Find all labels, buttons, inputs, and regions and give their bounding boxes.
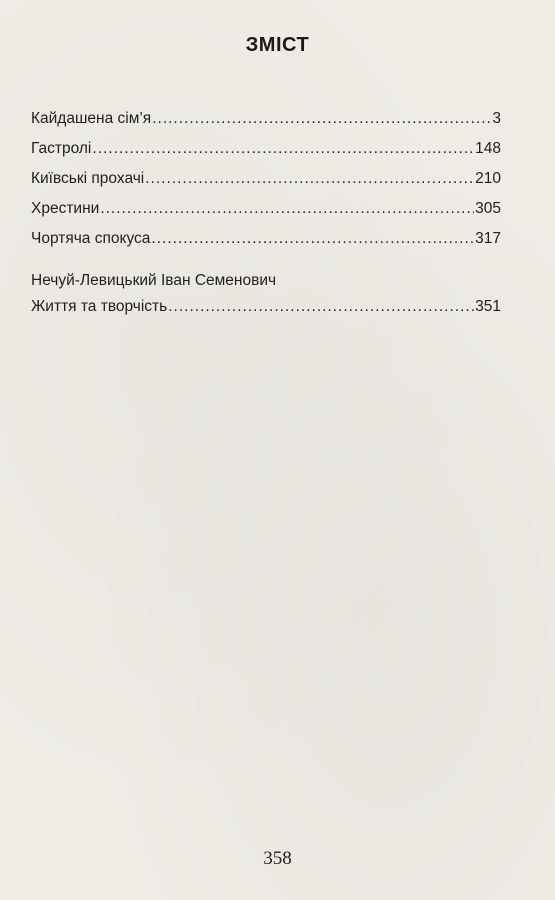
author-section — [31, 268, 501, 320]
toc-leader-dots — [151, 224, 474, 254]
toc-leader-dots — [100, 194, 474, 224]
toc-entry-page: 210 — [475, 170, 501, 187]
toc-entry-label: Життя та творчість — [31, 298, 168, 315]
toc-entry-label: Гастролі — [31, 140, 92, 157]
toc-entry-page: 3 — [492, 110, 501, 127]
toc-entry — [31, 224, 501, 254]
toc-leader-dots — [152, 104, 491, 134]
toc-entry — [31, 194, 501, 224]
toc-entry-page: 148 — [475, 140, 501, 157]
toc-entry-label: Чортяча спокуса — [31, 230, 151, 247]
toc-entry-page: 317 — [475, 230, 501, 247]
toc-entry-page: 351 — [475, 298, 501, 315]
page-number: 358 — [263, 848, 292, 869]
toc-entry-label: Кайдашена сім’я — [31, 110, 152, 127]
toc-leader-dots — [168, 294, 474, 320]
author-name: Нечуй-Левицький Іван Семенович — [31, 272, 277, 289]
toc-leader-dots — [145, 164, 474, 194]
toc-entry-label: Київські прохачі — [31, 170, 145, 187]
toc-entry-label: Хрестини — [31, 200, 100, 217]
toc-entry-page: 305 — [475, 200, 501, 217]
page-title: ЗМІСТ — [245, 34, 310, 56]
toc-entry — [31, 104, 501, 134]
toc-entry — [31, 134, 501, 164]
toc-entry — [31, 294, 501, 320]
table-of-contents — [31, 104, 501, 254]
toc-leader-dots — [92, 134, 474, 164]
toc-entry — [31, 164, 501, 194]
